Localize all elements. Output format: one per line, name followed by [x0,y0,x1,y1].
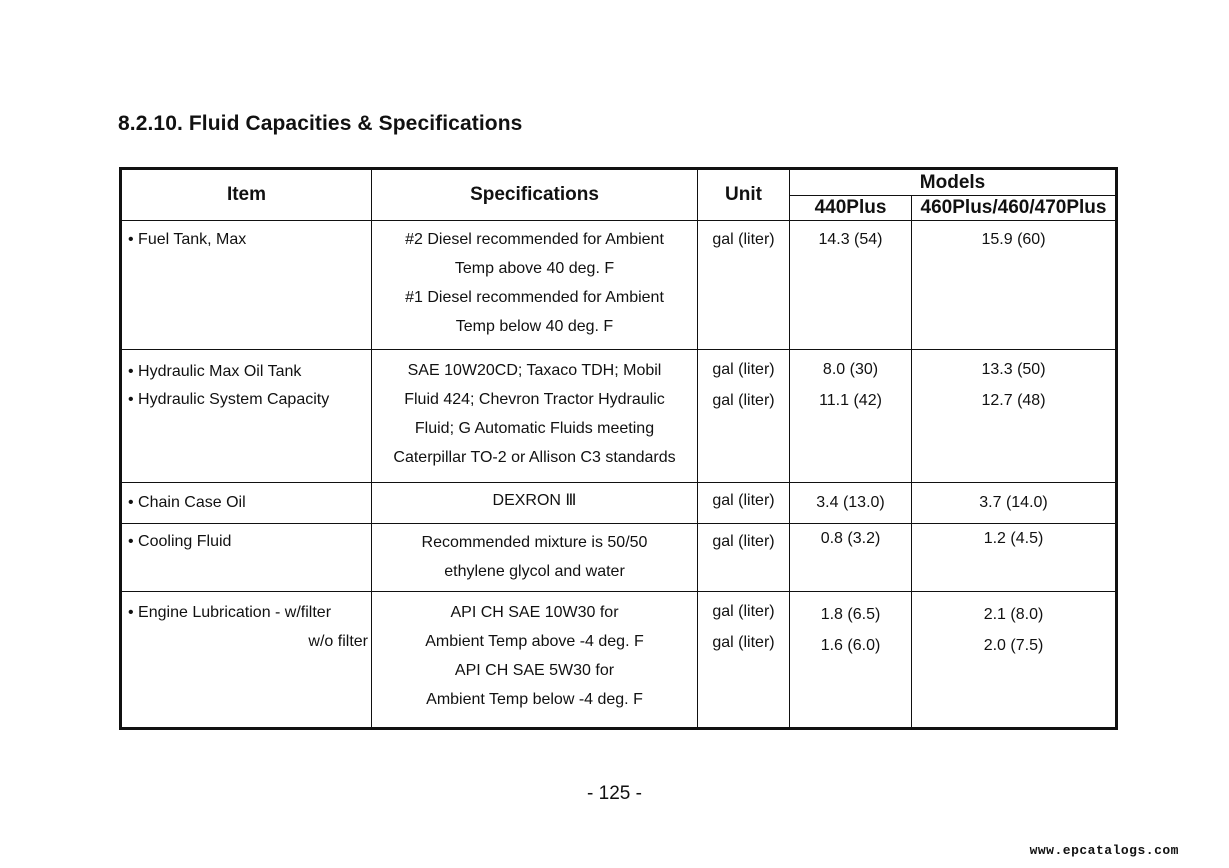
model-460plus-cell [912,483,1117,524]
model-460plus-cell [912,524,1117,592]
capacity-value: 2.0 (7.5) [983,637,1044,654]
capacity-value: 14.3 (54) [818,231,883,248]
spec-cell [372,221,698,350]
unit-value: gal (liter) [712,634,775,651]
spec-line: Temp below 40 deg. F [455,318,614,335]
header-specifications: Specifications [372,169,698,221]
spec-line: SAE 10W20CD; Taxaco TDH; Mobil [407,362,662,379]
model-440plus-cell [790,483,912,524]
model-440plus-cell [790,592,912,729]
spec-cell [372,483,698,524]
fluid-spec-table [119,167,1118,730]
item-label: • Cooling Fluid [128,533,232,550]
capacity-value: 15.9 (60) [981,231,1046,248]
item-label: • Chain Case Oil [128,494,246,511]
unit-value: gal (liter) [712,603,775,620]
capacity-value: 1.2 (4.5) [983,530,1044,547]
item-cell [121,483,372,524]
unit-value: gal (liter) [712,392,775,409]
spec-line: #1 Diesel recommended for Ambient [405,289,664,306]
item-label: • Engine Lubrication - w/filter [128,604,332,621]
unit-cell [698,350,790,483]
item-label: • Fuel Tank, Max [128,231,247,248]
model-440plus-cell [790,221,912,350]
spec-line: Ambient Temp below -4 deg. F [426,691,643,708]
unit-cell [698,592,790,729]
item-cell [121,524,372,592]
spec-line: Caterpillar TO-2 or Allison C3 standards [393,449,676,466]
spec-cell [372,524,698,592]
item-sublabel: w/o filter [308,633,368,650]
table-row [121,592,1117,729]
capacity-value: 3.4 (13.0) [816,494,885,511]
item-label: • Hydraulic Max Oil Tank [128,363,302,380]
header-models: Models [790,169,1117,196]
capacity-value: 3.7 (14.0) [979,494,1048,511]
page-number: - 125 - [587,783,642,804]
unit-value: gal (liter) [712,361,775,378]
spec-cell [372,350,698,483]
watermark-url: www.epcatalogs.com [1029,843,1179,858]
spec-line: #2 Diesel recommended for Ambient [405,231,664,248]
model-460plus-cell [912,350,1117,483]
unit-value: gal (liter) [712,533,775,550]
model-440plus-cell [790,524,912,592]
item-cell [121,221,372,350]
table-row [121,524,1117,592]
item-label: • Hydraulic System Capacity [128,391,330,408]
table-row [121,221,1117,350]
capacity-value: 13.3 (50) [981,361,1046,378]
spec-line: API CH SAE 5W30 for [454,662,615,679]
capacity-value: 1.8 (6.5) [820,606,881,623]
table-row [121,350,1117,483]
item-cell [121,350,372,483]
page-title: 8.2.10. Fluid Capacities & Specifications [118,112,523,135]
spec-cell [372,592,698,729]
header-model-460plus: 460Plus/460/470Plus [912,196,1117,221]
capacity-value: 12.7 (48) [981,392,1046,409]
model-460plus-cell [912,592,1117,729]
unit-value: gal (liter) [712,492,775,509]
unit-value: gal (liter) [712,231,775,248]
spec-line: Recommended mixture is 50/50 [421,534,648,551]
unit-cell [698,221,790,350]
spec-line: Fluid; G Automatic Fluids meeting [414,420,655,437]
spec-line: DEXRON Ⅲ [492,492,577,509]
capacity-value: 2.1 (8.0) [983,606,1044,623]
table-row [121,483,1117,524]
capacity-value: 0.8 (3.2) [820,530,881,547]
spec-line: ethylene glycol and water [444,563,625,580]
capacity-value: 11.1 (42) [819,392,882,409]
model-440plus-cell [790,350,912,483]
model-460plus-cell [912,221,1117,350]
header-item: Item [121,169,372,221]
unit-cell [698,483,790,524]
header-model-440plus: 440Plus [790,196,912,221]
spec-line: Ambient Temp above -4 deg. F [425,633,644,650]
capacity-value: 1.6 (6.0) [820,637,881,654]
header-unit: Unit [698,169,790,221]
unit-cell [698,524,790,592]
item-cell [121,592,372,729]
spec-line: API CH SAE 10W30 for [450,604,619,621]
spec-line: Fluid 424; Chevron Tractor Hydraulic [404,391,665,408]
spec-line: Temp above 40 deg. F [454,260,615,277]
capacity-value: 8.0 (30) [822,361,879,378]
